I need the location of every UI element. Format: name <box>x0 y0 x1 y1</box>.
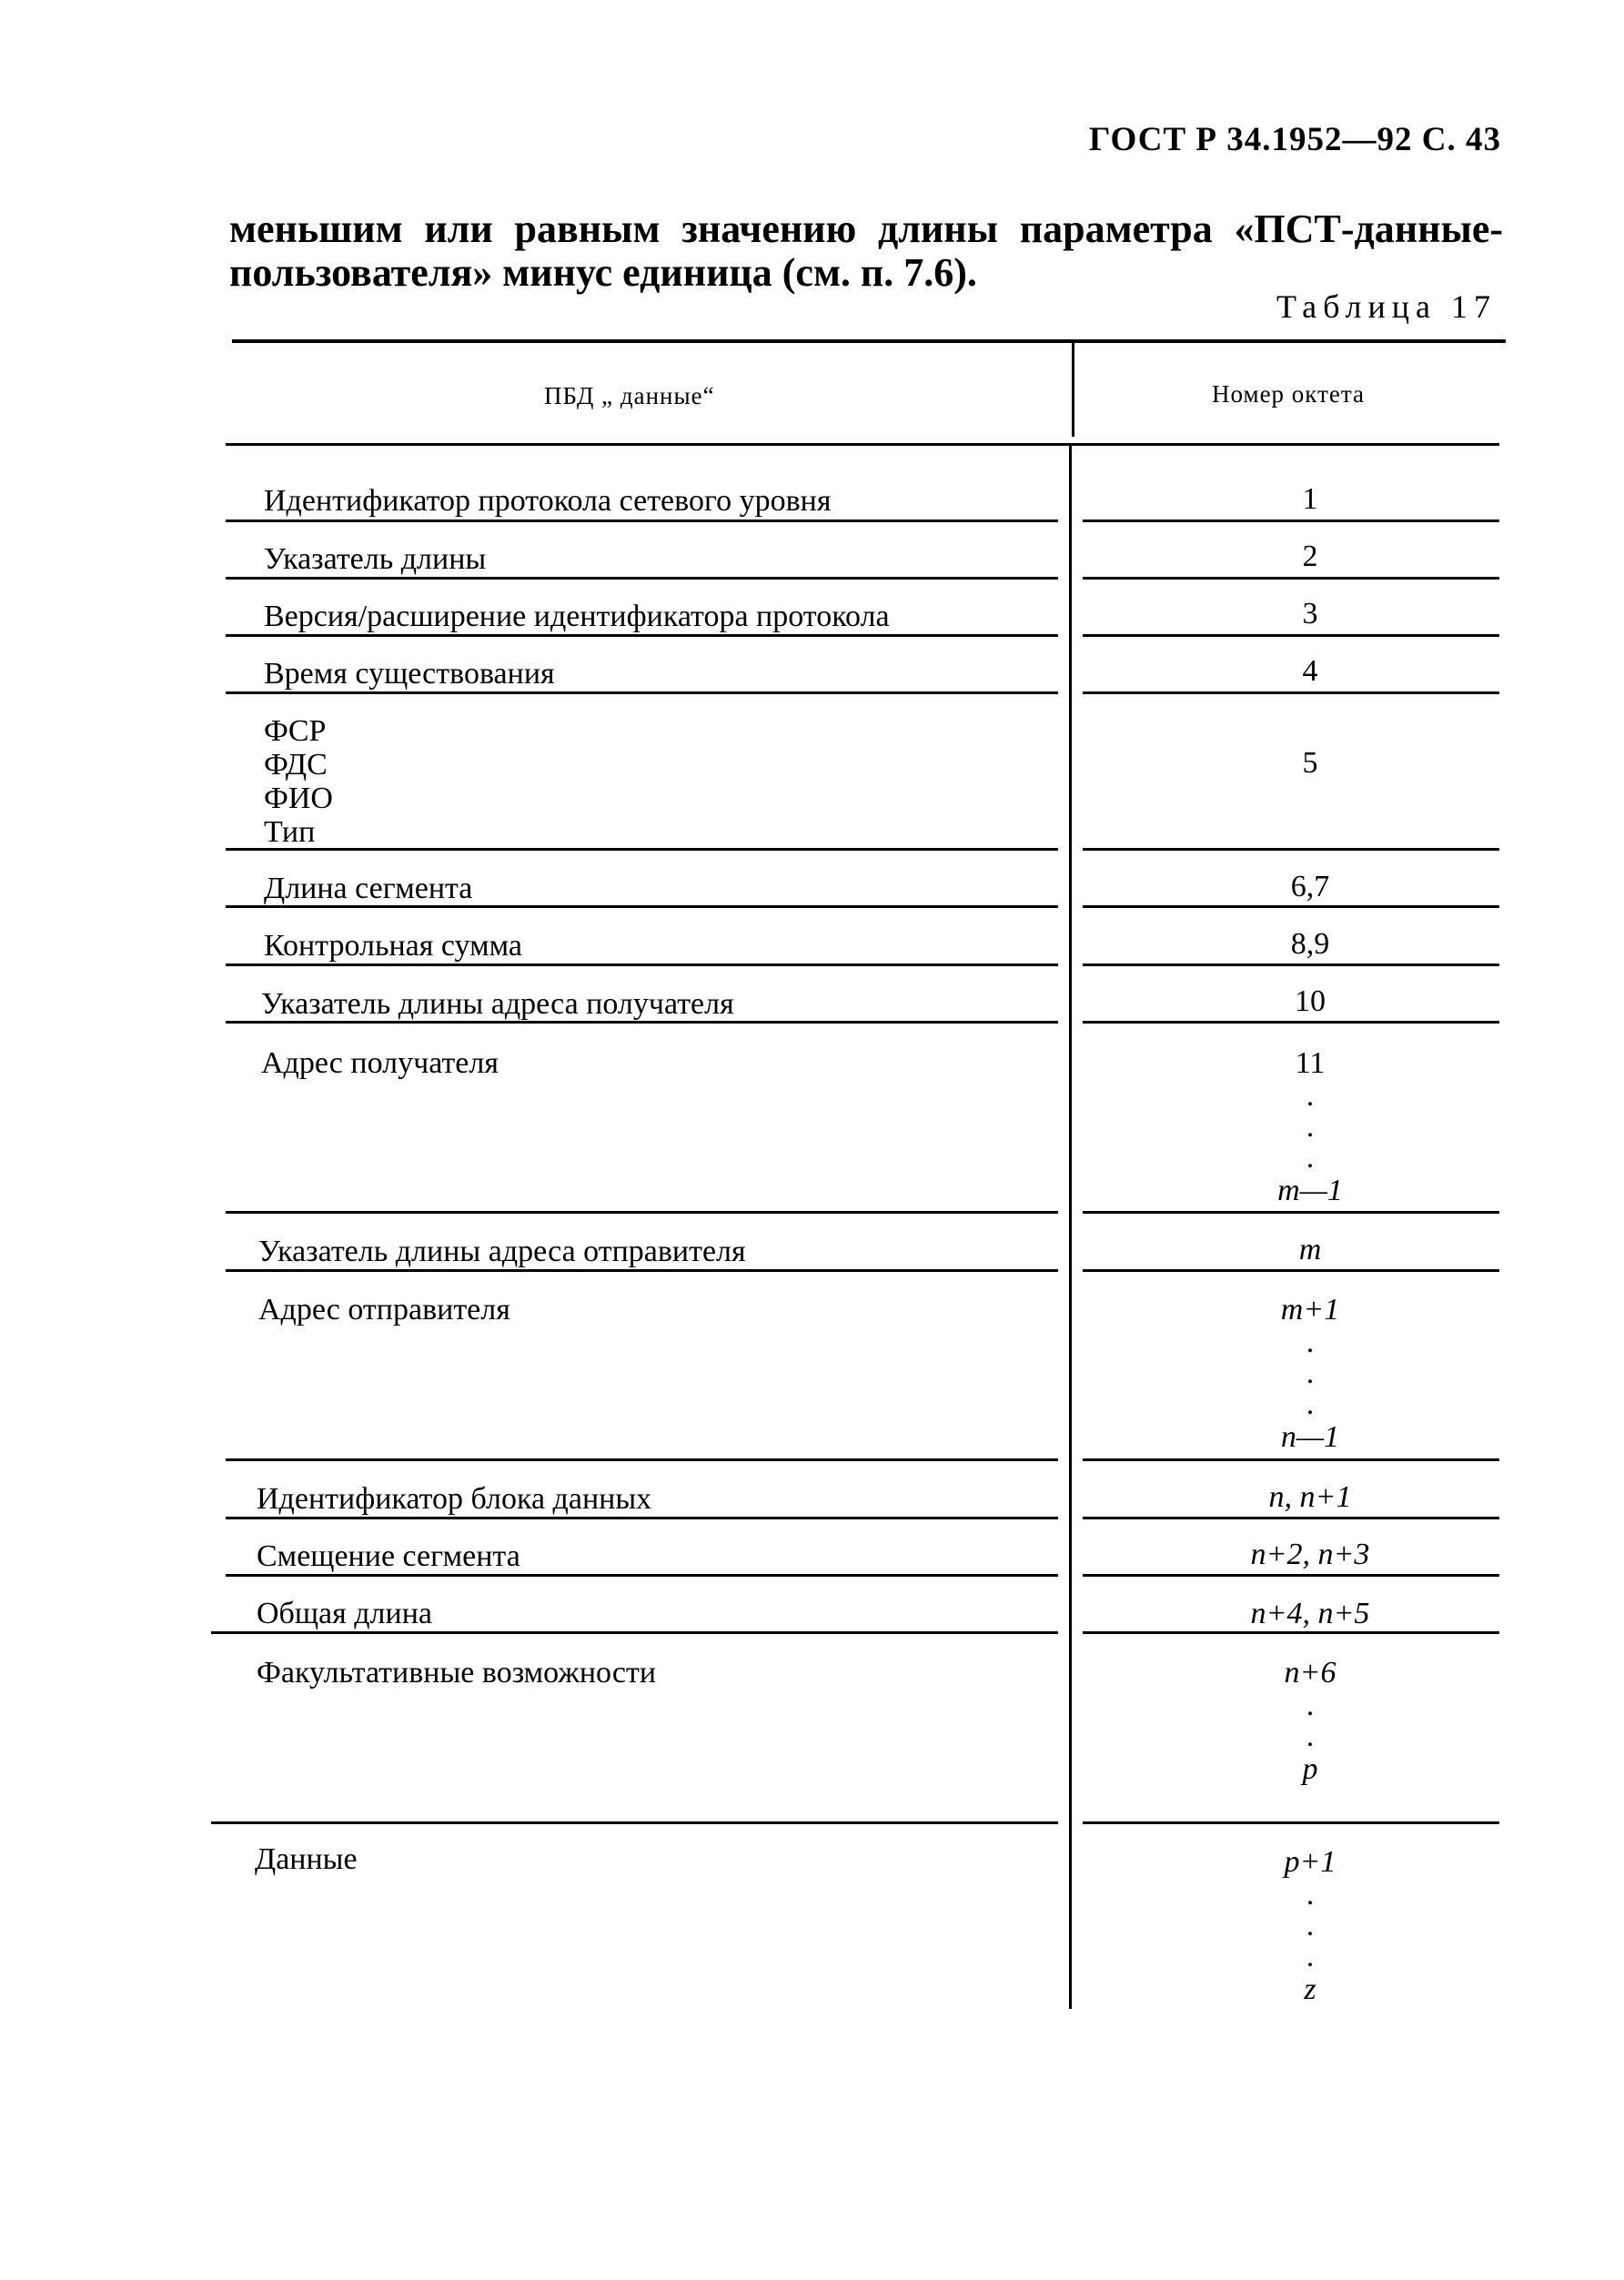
row-rule-right <box>1083 634 1499 637</box>
table-label: Таблица 17 <box>1276 288 1497 325</box>
row-octet: n+2, n+3 <box>1250 1538 1370 1571</box>
header-bottom-rule <box>226 443 1499 446</box>
column-header-octet: Номер октета <box>1212 380 1365 408</box>
row-octet: 5 <box>1302 746 1318 780</box>
row-field: Указатель длины <box>264 542 487 576</box>
ellipsis-dots: . . <box>1306 1689 1315 1753</box>
octet-range <box>1083 1046 1538 1208</box>
octet-range-start: 11 <box>1295 1046 1326 1080</box>
row-rule-left <box>226 963 1058 966</box>
row-octet: 2 <box>1302 540 1318 573</box>
row-rule-left <box>226 691 1058 694</box>
row-octet: 10 <box>1295 984 1326 1018</box>
ellipsis-dots: . . . <box>1306 1326 1315 1421</box>
octet-range-end: z <box>1304 1972 1316 2006</box>
row-field: Версия/расширение идентификатора протокола <box>264 600 890 633</box>
octet-range-end: p <box>1302 1752 1318 1786</box>
row-field: Указатель длины адреса отправителя <box>258 1235 746 1268</box>
column-header-field: ПБД „ данные“ <box>544 382 715 409</box>
row-field: Длина сегмента <box>264 872 473 905</box>
row-field: Факультативные возможности <box>257 1656 657 1690</box>
row-rule-right <box>1083 1458 1499 1461</box>
row-field: Идентификатор блока данных <box>257 1482 652 1516</box>
row-field: Общая длина <box>257 1597 433 1630</box>
octet-range <box>1083 1656 1538 1787</box>
row-field: Контрольная сумма <box>264 929 522 963</box>
row-rule-right <box>1083 577 1499 580</box>
body-paragraph <box>229 207 1503 295</box>
row-rule-right <box>1083 1821 1499 1824</box>
row-rule-left <box>226 1211 1058 1214</box>
row-field: Адрес получателя <box>261 1046 499 1080</box>
row-field: ФСР ФДС ФИО Тип <box>264 714 333 849</box>
paragraph-line-1: меньшим или равным значению длины параметра «ПСТ-данные- <box>229 207 1503 251</box>
row-rule-right <box>1083 520 1499 522</box>
row-octet: 4 <box>1302 654 1318 688</box>
row-field: Адрес отправителя <box>258 1293 510 1327</box>
row-field: Идентификатор протокола сетевого уровня <box>264 484 832 518</box>
row-octet: 6,7 <box>1290 870 1330 903</box>
row-rule-left <box>211 1821 1058 1824</box>
row-octet: 8,9 <box>1290 927 1330 961</box>
row-rule-left <box>226 1269 1058 1272</box>
row-field: Данные <box>255 1842 358 1876</box>
row-octet: 1 <box>1302 482 1318 516</box>
row-rule-left <box>226 634 1058 637</box>
row-rule-right <box>1083 691 1499 694</box>
octet-range-start: m+1 <box>1280 1293 1340 1327</box>
row-rule-left <box>226 1458 1058 1461</box>
paragraph-line-2: пользователя» минус единица (см. п. 7.6). <box>229 250 977 295</box>
row-rule-left <box>226 1517 1058 1519</box>
octet-range-end: m—1 <box>1277 1174 1343 1207</box>
row-rule-left <box>226 848 1058 851</box>
row-rule-right <box>1083 848 1499 851</box>
row-rule-right <box>1083 1021 1499 1024</box>
row-rule-left <box>226 905 1058 908</box>
row-field: Указатель длины адреса получателя <box>261 987 734 1021</box>
row-rule-right <box>1083 1269 1499 1272</box>
octet-range-start: p+1 <box>1284 1845 1337 1879</box>
row-field: Время существования <box>264 657 555 691</box>
row-rule-left <box>226 1021 1058 1024</box>
row-rule-right <box>1083 1517 1499 1519</box>
table-top-rule <box>232 339 1506 343</box>
row-rule-right <box>1083 905 1499 908</box>
row-octet: m <box>1298 1233 1322 1266</box>
octet-range-end: n—1 <box>1280 1420 1340 1454</box>
octet-range <box>1083 1293 1538 1455</box>
body-column-divider <box>1069 446 1072 2009</box>
row-octet: 3 <box>1302 597 1318 631</box>
row-rule-right <box>1083 1211 1499 1214</box>
page-header: ГОСТ Р 34.1952—92 С. 43 <box>1088 121 1501 158</box>
row-rule-right <box>1083 963 1499 966</box>
row-rule-left <box>226 520 1058 522</box>
row-rule-left <box>211 1631 1058 1634</box>
row-rule-left <box>226 577 1058 580</box>
row-octet: n, n+1 <box>1268 1480 1352 1514</box>
octet-range <box>1083 1845 1538 2007</box>
header-column-divider <box>1072 341 1074 437</box>
row-rule-right <box>1083 1574 1499 1577</box>
octet-range-start: n+6 <box>1284 1656 1337 1690</box>
row-rule-right <box>1083 1631 1499 1634</box>
ellipsis-dots: . . . <box>1306 1079 1315 1175</box>
row-field: Смещение сегмента <box>257 1539 520 1573</box>
row-rule-left <box>226 1574 1058 1577</box>
row-octet: n+4, n+5 <box>1250 1597 1370 1630</box>
ellipsis-dots: . . . <box>1306 1878 1315 1973</box>
